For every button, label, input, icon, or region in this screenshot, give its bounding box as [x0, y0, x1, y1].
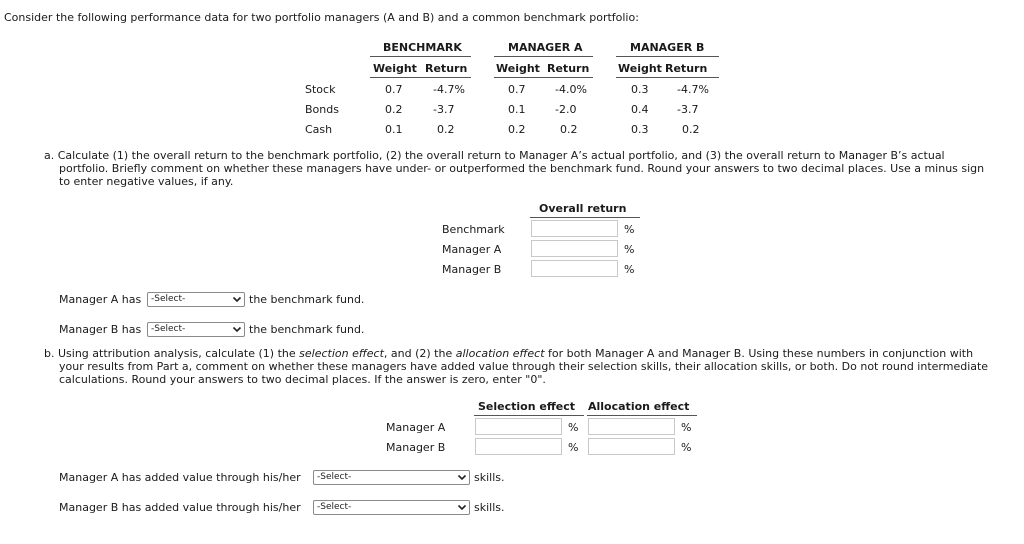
- subheader-return: Return: [425, 62, 468, 75]
- manager-b-performance-select[interactable]: [147, 322, 245, 337]
- cell: 0.3: [631, 123, 649, 136]
- header-rule: [494, 56, 593, 57]
- subheader-rule: [494, 77, 593, 78]
- manager-a-skill-select[interactable]: [313, 470, 470, 485]
- subheader-weight: Weight: [373, 62, 417, 75]
- percent-unit: %: [624, 243, 635, 256]
- percent-unit: %: [624, 223, 635, 236]
- row-label-manager-a: Manager A: [442, 243, 502, 256]
- cell: 0.2: [682, 123, 700, 136]
- part-b-question-line: your results from Part a, comment on whether these managers have added value through their selection skills, their allocation skills, or both. Do not round intermediate: [59, 360, 989, 373]
- cell: 0.1: [508, 103, 526, 116]
- percent-unit: %: [681, 421, 692, 434]
- cell: 0.4: [631, 103, 649, 116]
- subheader-weight: Weight: [496, 62, 540, 75]
- part-b-question-line: calculations. Round your answers to two decimal places. If the answer is zero, enter "0".: [59, 373, 546, 386]
- subheader-rule: [616, 77, 719, 78]
- comment-b-suffix: skills.: [474, 501, 505, 514]
- row-label-manager-b: Manager B: [386, 441, 446, 454]
- manager-a-selection-input[interactable]: [475, 418, 562, 435]
- cell: -4.0%: [555, 83, 587, 96]
- comment-b-prefix: Manager B has added value through his/her: [59, 501, 301, 514]
- percent-unit: %: [624, 263, 635, 276]
- percent-unit: %: [568, 441, 579, 454]
- intro-text: Consider the following performance data for two portfolio managers (A and B) and a common benchmark portfolio:: [4, 11, 639, 24]
- cell: -4.7%: [677, 83, 709, 96]
- comment-a-suffix: the benchmark fund.: [249, 293, 365, 306]
- manager-b-skill-select[interactable]: [313, 500, 470, 515]
- comment-b-prefix: Manager B has: [59, 323, 142, 336]
- cell: -3.7: [677, 103, 699, 116]
- select-value: -Select-: [317, 502, 352, 512]
- manager-b-selection-input[interactable]: [475, 438, 562, 455]
- part-b-text: b. Using attribution analysis, calculate (1) the: [44, 347, 296, 360]
- header-rule: [474, 415, 584, 416]
- subheader-weight: Weight: [618, 62, 662, 75]
- selection-effect-header: Selection effect: [478, 400, 575, 413]
- row-label-manager-a: Manager A: [386, 421, 446, 434]
- cell: 0.2: [385, 103, 403, 116]
- header-rule: [530, 217, 640, 218]
- part-b-selection-term: selection effect: [299, 347, 384, 360]
- manager-a-allocation-input[interactable]: [588, 418, 675, 435]
- manager-a-performance-select[interactable]: [147, 292, 245, 307]
- row-label-cash: Cash: [305, 123, 333, 136]
- header-manager-b: MANAGER B: [630, 41, 705, 54]
- cell: 0.7: [385, 83, 403, 96]
- cell: -4.7%: [433, 83, 465, 96]
- chevron-down-icon: [232, 323, 242, 336]
- select-value: -Select-: [317, 472, 352, 482]
- part-b-question-line: [44, 347, 973, 360]
- comment-a-prefix: Manager A has: [59, 293, 142, 306]
- percent-unit: %: [568, 421, 579, 434]
- header-rule: [616, 56, 719, 57]
- cell: -3.7: [433, 103, 455, 116]
- comment-a-suffix: skills.: [474, 471, 505, 484]
- subheader-rule: [370, 77, 471, 78]
- part-a-question-line: a. Calculate (1) the overall return to the benchmark portfolio, (2) the overall return to Manager A’s actual portfolio, and (3) the overall return to Manager B’s actual: [44, 149, 945, 162]
- allocation-effect-header: Allocation effect: [588, 400, 690, 413]
- part-b-text: , and (2) the: [383, 347, 453, 360]
- chevron-down-icon: [232, 293, 242, 306]
- row-label-benchmark: Benchmark: [442, 223, 505, 236]
- row-label-stock: Stock: [305, 83, 336, 96]
- part-a-question-line: to enter negative values, if any.: [59, 175, 234, 188]
- cell: 0.3: [631, 83, 649, 96]
- cell: 0.7: [508, 83, 526, 96]
- percent-unit: %: [681, 441, 692, 454]
- benchmark-return-input[interactable]: [531, 220, 618, 237]
- cell: -2.0: [555, 103, 577, 116]
- header-rule: [587, 415, 697, 416]
- row-label-bonds: Bonds: [305, 103, 339, 116]
- part-a-question-line: portfolio. Briefly comment on whether these managers have under- or outperformed the benchmark fund. Round your answers to two decimal places. Use a minus sign: [59, 162, 985, 175]
- manager-a-return-input[interactable]: [531, 240, 618, 257]
- header-rule: [370, 56, 471, 57]
- cell: 0.2: [560, 123, 578, 136]
- part-b-allocation-term: allocation effect: [455, 347, 545, 360]
- comment-a-prefix: Manager A has added value through his/her: [59, 471, 301, 484]
- chevron-down-icon: [457, 501, 467, 514]
- cell: 0.2: [508, 123, 526, 136]
- manager-b-allocation-input[interactable]: [588, 438, 675, 455]
- subheader-return: Return: [547, 62, 590, 75]
- select-value: -Select-: [151, 324, 186, 334]
- part-b-text: for both Manager A and Manager B. Using these numbers in conjunction with: [548, 347, 974, 360]
- header-manager-a: MANAGER A: [508, 41, 583, 54]
- chevron-down-icon: [457, 471, 467, 484]
- comment-b-suffix: the benchmark fund.: [249, 323, 365, 336]
- cell: 0.2: [437, 123, 455, 136]
- row-label-manager-b: Manager B: [442, 263, 502, 276]
- manager-b-return-input[interactable]: [531, 260, 618, 277]
- subheader-return: Return: [665, 62, 708, 75]
- cell: 0.1: [385, 123, 403, 136]
- overall-return-header: Overall return: [539, 202, 627, 215]
- header-benchmark: BENCHMARK: [383, 41, 462, 54]
- select-value: -Select-: [151, 294, 186, 304]
